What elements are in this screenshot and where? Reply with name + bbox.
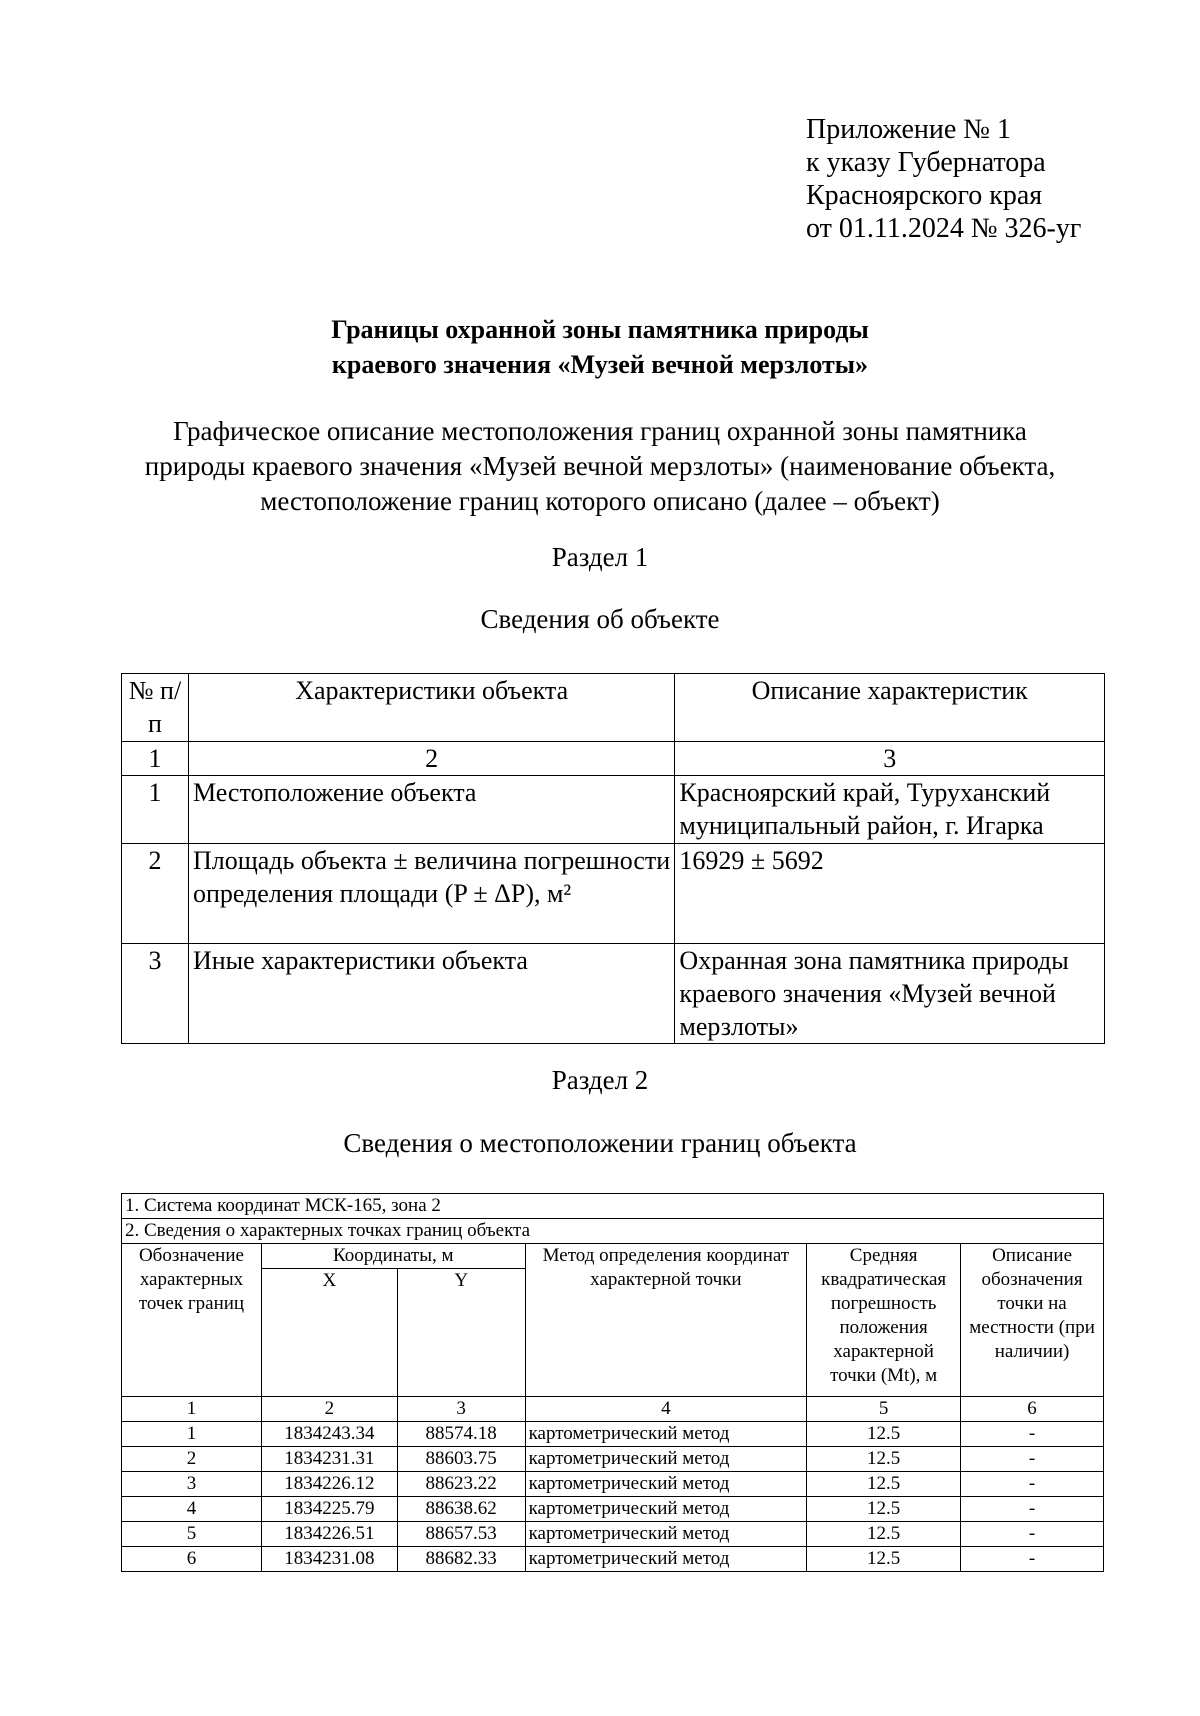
table-row [122, 776, 1105, 844]
index-cell: 2 [188, 742, 674, 776]
header-coords: Координаты, м [261, 1244, 525, 1269]
x-coord: 1834226.12 [261, 1472, 397, 1497]
index-cell: 2 [261, 1397, 397, 1422]
y-coord: 88638.62 [397, 1497, 525, 1522]
point-desc: - [961, 1547, 1104, 1572]
x-coord: 1834231.08 [261, 1547, 397, 1572]
y-coord: 88574.18 [397, 1422, 525, 1447]
table-index-row [122, 742, 1105, 776]
row-characteristic: Местоположение объекта [188, 776, 674, 844]
point-desc: - [961, 1497, 1104, 1522]
error: 12.5 [807, 1497, 961, 1522]
y-coord: 88657.53 [397, 1522, 525, 1547]
point-desc: - [961, 1422, 1104, 1447]
section2-heading: Раздел 2 [551, 1065, 649, 1095]
header-characteristic: Характеристики объекта [188, 674, 674, 742]
coord-system-cell: 1. Система координат МСК-165, зона 2 [122, 1194, 1104, 1219]
method: картометрический метод [525, 1547, 807, 1572]
description-line: местоположение границ которого описано (далее – объект) [260, 486, 940, 516]
row-description: 16929 ± 5692 [675, 844, 1105, 944]
x-coord: 1834243.34 [261, 1422, 397, 1447]
appendix-line: Красноярского края [806, 180, 1043, 211]
index-cell: 1 [122, 1397, 262, 1422]
header-description: Описание обозначения точки на местности (при наличии) [961, 1244, 1104, 1397]
error: 12.5 [807, 1447, 961, 1472]
boundary-points-table [121, 1193, 1104, 1572]
method: картометрический метод [525, 1472, 807, 1497]
point-id: 2 [122, 1447, 262, 1472]
row-num: 1 [122, 776, 189, 844]
error: 12.5 [807, 1422, 961, 1447]
index-cell: 6 [961, 1397, 1104, 1422]
table-row [122, 1547, 1104, 1572]
header-point: Обозначение характерных точек границ [122, 1244, 262, 1397]
appendix-line: Приложение № 1 [806, 114, 1011, 145]
row-characteristic: Площадь объекта ± величина погрешности определения площади (P ± ΔP), м² [188, 844, 674, 944]
point-id: 3 [122, 1472, 262, 1497]
y-coord: 88603.75 [397, 1447, 525, 1472]
header-y: Y [397, 1269, 525, 1397]
section2-subheading: Сведения о местоположении границ объекта [343, 1128, 857, 1158]
index-cell: 5 [807, 1397, 961, 1422]
header-num: № п/п [122, 674, 189, 742]
point-desc: - [961, 1522, 1104, 1547]
method: картометрический метод [525, 1522, 807, 1547]
y-coord: 88682.33 [397, 1547, 525, 1572]
header-error: Средняя квадратическая погрешность положения характерной точки (Mt), м [807, 1244, 961, 1397]
table-row [122, 1472, 1104, 1497]
table-row [122, 844, 1105, 944]
table-header-row [122, 674, 1105, 742]
header-description: Описание характеристик [675, 674, 1105, 742]
description-line: природы краевого значения «Музей вечной мерзлоты» (наименование объекта, [144, 451, 1056, 481]
point-id: 6 [122, 1547, 262, 1572]
point-desc: - [961, 1447, 1104, 1472]
points-caption-row [122, 1219, 1104, 1244]
appendix-line: к указу Губернатора [806, 147, 1046, 178]
title-line: Границы охранной зоны памятника природы [331, 315, 869, 344]
row-description: Красноярский край, Туруханский муниципальный район, г. Игарка [675, 776, 1105, 844]
row-num: 3 [122, 944, 189, 1044]
method: картометрический метод [525, 1447, 807, 1472]
index-cell: 3 [675, 742, 1105, 776]
x-coord: 1834231.31 [261, 1447, 397, 1472]
document-title [0, 312, 1200, 382]
point-id: 4 [122, 1497, 262, 1522]
error: 12.5 [807, 1522, 961, 1547]
table-row [122, 1522, 1104, 1547]
point-desc: - [961, 1472, 1104, 1497]
method: картометрический метод [525, 1422, 807, 1447]
index-cell: 4 [525, 1397, 807, 1422]
table-row [122, 944, 1105, 1044]
row-num: 2 [122, 844, 189, 944]
table-header-row [122, 1244, 1104, 1269]
header-x: X [261, 1269, 397, 1397]
description-line: Графическое описание местоположения границ охранной зоны памятника [173, 416, 1027, 446]
index-cell: 3 [397, 1397, 525, 1422]
row-characteristic: Иные характеристики объекта [188, 944, 674, 1044]
table-row [122, 1497, 1104, 1522]
error: 12.5 [807, 1547, 961, 1572]
title-line: краевого значения «Музей вечной мерзлоты» [331, 350, 869, 379]
index-cell: 1 [122, 742, 189, 776]
header-method: Метод определения координат характерной точки [525, 1244, 807, 1397]
points-caption-cell: 2. Сведения о характерных точках границ объекта [122, 1219, 1104, 1244]
method: картометрический метод [525, 1497, 807, 1522]
object-info-table [121, 673, 1105, 1044]
x-coord: 1834225.79 [261, 1497, 397, 1522]
x-coord: 1834226.51 [261, 1522, 397, 1547]
coord-system-row [122, 1194, 1104, 1219]
table-row [122, 1422, 1104, 1447]
table-index-row [122, 1397, 1104, 1422]
document-description [0, 414, 1200, 519]
section1-heading: Раздел 1 [551, 542, 649, 572]
y-coord: 88623.22 [397, 1472, 525, 1497]
point-id: 1 [122, 1422, 262, 1447]
appendix-line: от 01.11.2024 № 326-уг [806, 213, 1082, 244]
row-description: Охранная зона памятника природы краевого значения «Музей вечной мерзлоты» [675, 944, 1105, 1044]
point-id: 5 [122, 1522, 262, 1547]
error: 12.5 [807, 1472, 961, 1497]
table-row [122, 1447, 1104, 1472]
section1-subheading: Сведения об объекте [480, 604, 720, 634]
appendix-block [806, 113, 1081, 245]
